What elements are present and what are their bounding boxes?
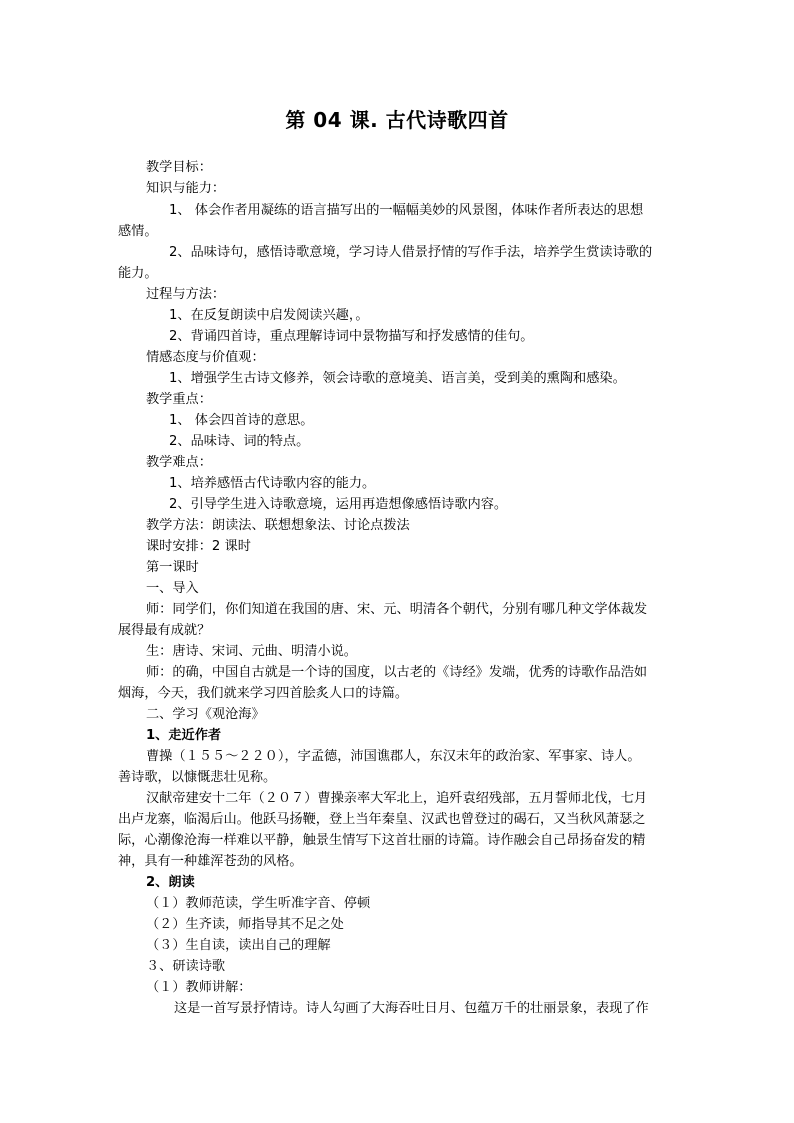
text-line: 教学难点： [146, 455, 212, 470]
text-line: 2、品味诗句，感悟诗歌意境，学习诗人借景抒情的写作手法，培养学生赏读诗歌的 [169, 245, 653, 260]
lesson-title: 第 04 课. 古代诗歌四首 [285, 108, 509, 132]
text-line: 2、背诵四首诗，重点理解诗词中景物描写和抒发感情的佳句。 [169, 329, 534, 344]
text-line: 1、 体会作者用凝练的语言描写出的一幅幅美妙的风景图，体味作者所表达的思想 [169, 203, 644, 218]
text-line: 1、在反复朗读中启发阅读兴趣，。 [169, 308, 369, 323]
text-line: 1、 体会四首诗的意思。 [169, 413, 314, 428]
text-line: 烟海，今天，我们就来学习四首脍炙人口的诗篇。 [118, 686, 409, 701]
text-line: 教学目标： [146, 160, 212, 175]
text-line: 师：同学们，你们知道在我国的唐、宋、元、明清各个朝代，分别有哪几种文学体裁发 [146, 602, 648, 617]
subsection-heading: 2、朗读 [146, 875, 195, 890]
text-line: 汉献帝建安十二年（２０７）曹操亲率大军北上，追歼袁绍残部，五月誓师北伐，七月 [146, 791, 648, 806]
section-heading: 一、导入 [146, 581, 199, 596]
text-line: 1、增强学生古诗文修养，领会诗歌的意境美、语言美，受到美的熏陶和感染。 [169, 371, 626, 386]
text-line: 师：的确，中国自古就是一个诗的国度，以古老的《诗经》发端，优秀的诗歌作品浩如 [146, 665, 648, 680]
text-line: 教学方法：朗读法、联想想象法、讨论点拨法 [146, 518, 410, 533]
text-line: 2、引导学生进入诗歌意境，运用再造想像感悟诗歌内容。 [169, 497, 508, 512]
text-line: （３）生自读，读出自己的理解 [146, 938, 331, 953]
text-line: 1、培养感悟古代诗歌内容的能力。 [169, 476, 376, 491]
text-line: 第一课时 [146, 560, 199, 575]
text-line: 知识与能力： [146, 181, 226, 196]
text-line: 展得最有成就？ [118, 623, 211, 638]
text-line: 教学重点： [146, 392, 212, 407]
text-line: （１）教师讲解： [146, 980, 252, 995]
text-line: 2、品味诗、词的特点。 [169, 434, 310, 449]
section-heading: 二、学习《观沧海》 [146, 707, 265, 722]
subsection-heading: 1、走近作者 [146, 728, 222, 743]
text-line: 过程与方法： [146, 287, 226, 302]
text-line: （２）生齐读，师指导其不足之处 [146, 917, 344, 932]
text-line: 出卢龙寨，临渴后山。他跃马扬鞭，登上当年秦皇、汉武也曾登过的碣石，又当秋风萧瑟之 [118, 812, 646, 827]
text-line: 曹操（１５５～２２０），字孟德，沛国谯郡人，东汉末年的政治家、军事家、诗人。 [146, 749, 641, 764]
subsection-heading: ３、研读诗歌 [146, 959, 226, 974]
text-line: 神，具有一种雄浑苍劲的风格。 [118, 854, 303, 869]
text-line: 能力。 [118, 266, 158, 281]
text-line: （１）教师范读，学生听准字音、停顿 [146, 896, 371, 911]
text-line: 际，心潮像沧海一样难以平静，触景生情写下这首壮丽的诗篇。诗作融会自己昂扬奋发的精 [118, 833, 646, 848]
text-line: 课时安排：2 课时 [146, 539, 251, 554]
text-line: 情感态度与价值观： [146, 350, 265, 365]
text-line: 这是一首写景抒情诗。诗人勾画了大海吞吐日月、包蕴万千的壮丽景象，表现了作 [174, 1001, 649, 1016]
text-line: 感情。 [118, 224, 158, 239]
text-line: 善诗歌，以慷慨悲壮见称。 [118, 770, 277, 785]
text-line: 生：唐诗、宋词、元曲、明清小说。 [146, 644, 357, 659]
